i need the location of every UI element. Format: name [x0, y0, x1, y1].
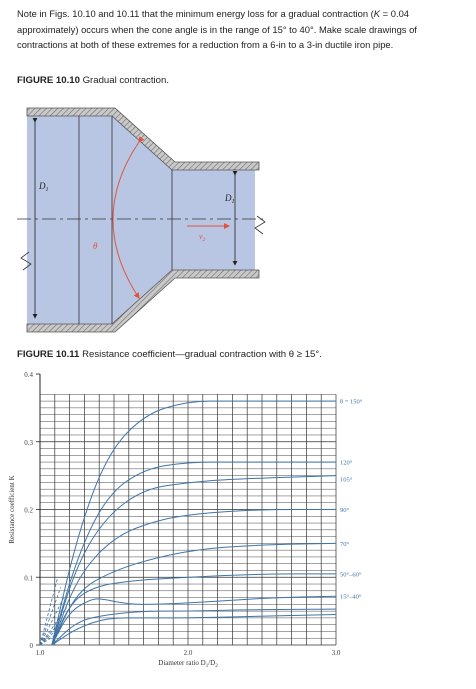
- gradual-contraction-diagram: [17, 92, 267, 342]
- y-tick-label: 0.1: [24, 574, 33, 583]
- pipe-interior: [27, 116, 255, 324]
- series-label: 70°: [340, 540, 350, 548]
- paragraph-text-b: = 0.04 approximately) occurs when the cone angle is in the range of 15° to 40°. Make scale drawings of contractions at both of these extremes for a reduction from a 6-in to a 3-in ductile iron pipe.: [17, 8, 417, 50]
- y-tick-label: 0.2: [24, 506, 33, 515]
- series-curve: [52, 476, 336, 645]
- y-tick-label: 0: [29, 642, 33, 650]
- series-label: θ = 150°: [340, 398, 363, 406]
- x-tick-label: 3.0: [331, 649, 341, 657]
- series-curve: [52, 609, 336, 645]
- figure-10-11-number: FIGURE 10.11: [17, 349, 80, 360]
- y-tick-label: 0.3: [24, 438, 33, 447]
- d2-label: $D_1$: [225, 193, 235, 205]
- x-axis-label: Diameter ratio $D_1/D_2$: [158, 659, 218, 669]
- resistance-coefficient-chart: [0, 362, 476, 689]
- dashed-extrapolation: [40, 587, 61, 645]
- chart-labels: [340, 399, 363, 601]
- theta-label: θ: [93, 241, 98, 251]
- paragraph-text-a: Note in Figs. 10.10 and 10.11 that the minimum energy loss for a gradual contraction (: [17, 8, 374, 19]
- y-axis-label: Resistance coefficient K: [8, 475, 16, 544]
- series-label: 50°–60°: [340, 571, 362, 579]
- figure-10-10-title: [17, 75, 169, 87]
- v2-label: $v_2$: [199, 232, 206, 243]
- chart-grid: [40, 394, 336, 645]
- series-label: 105°: [340, 476, 353, 484]
- series-curve: [52, 615, 336, 645]
- x-tick-label: 1.0: [35, 649, 45, 657]
- series-label: 15°–40°: [340, 593, 362, 601]
- figure-10-11-title: [17, 349, 322, 361]
- figure-10-10-number: FIGURE 10.10: [17, 75, 80, 86]
- problem-paragraph: [17, 6, 467, 53]
- series-curve: [52, 596, 336, 645]
- d1-label: $D_1$: [39, 181, 49, 193]
- series-label: 90°: [340, 507, 350, 514]
- y-tick-label: 0.4: [24, 371, 33, 379]
- right-break-mark: [255, 216, 265, 234]
- k-symbol: K: [373, 8, 381, 19]
- x-tick-label: 2.0: [183, 649, 193, 657]
- figure-10-10-caption: Gradual contraction.: [82, 75, 169, 86]
- series-label: 120°: [340, 459, 353, 467]
- figure-10-11-caption: Resistance coefficient—gradual contraction with θ ≥ 15°.: [82, 349, 322, 360]
